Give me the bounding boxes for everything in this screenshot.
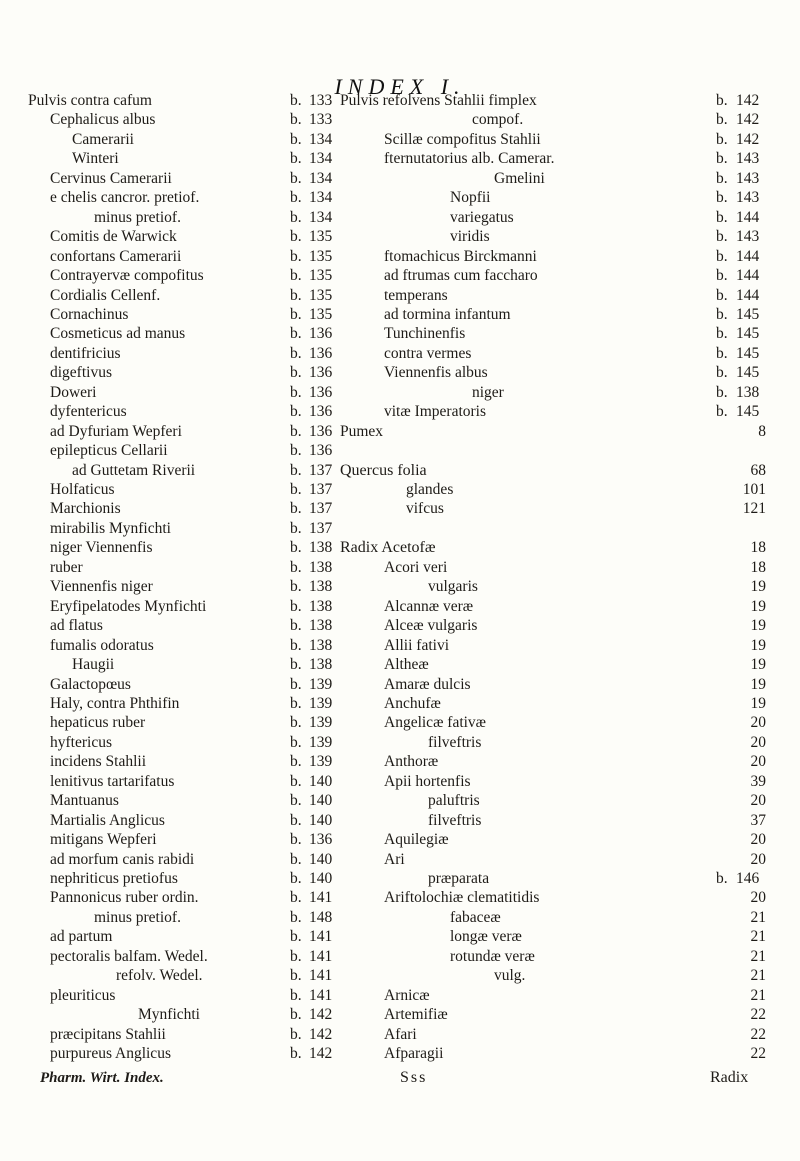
entry-page-number: 68: [750, 461, 766, 479]
entry-term: Ariftolochiæ clematitidis: [384, 889, 540, 907]
entry-column-marker: b.: [290, 1025, 302, 1043]
entry-column-marker: b.: [290, 753, 302, 771]
entry-term: Gmelini: [494, 169, 545, 187]
entry-page-number: 137: [309, 519, 333, 537]
entry-term: Amaræ dulcis: [384, 675, 471, 693]
entry-page-number: 139: [309, 675, 333, 693]
entry-page-number: 21: [750, 928, 766, 946]
entry-column-marker: b.: [290, 1045, 302, 1063]
entry-term: præcipitans Stahlii: [50, 1025, 166, 1043]
entry-column-marker: b.: [290, 908, 302, 926]
entry-column-marker: b.: [290, 714, 302, 732]
entry-page-number: 19: [750, 597, 766, 615]
entry-column-marker: b.: [716, 189, 728, 207]
entry-page-number: 136: [309, 422, 333, 440]
entry-column-marker: b.: [290, 189, 302, 207]
entry-term: Viennenfis niger: [50, 578, 153, 596]
entry-page-number: 140: [309, 850, 333, 868]
signature-mark: Sss: [400, 1069, 428, 1086]
entry-term: Artemifiæ: [384, 1006, 448, 1024]
entry-page-number: 21: [750, 908, 766, 926]
entry-page-number: 19: [750, 656, 766, 674]
entry-page-number: 143: [736, 228, 760, 246]
entry-page-number: 142: [309, 1025, 333, 1043]
entry-column-marker: b.: [716, 267, 728, 285]
entry-term: Haugii: [72, 656, 115, 674]
entry-page-number: 18: [750, 558, 766, 576]
entry-column-marker: b.: [290, 986, 302, 1004]
entry-page-number: 18: [750, 539, 766, 557]
entry-column-marker: b.: [716, 383, 728, 401]
entry-page-number: 144: [736, 286, 760, 304]
entry-column-marker: b.: [290, 228, 302, 246]
entry-page-number: 144: [736, 267, 760, 285]
entry-page-number: 139: [309, 753, 333, 771]
entry-term: lenitivus tartarifatus: [50, 772, 175, 790]
entry-column-marker: b.: [290, 461, 302, 479]
entry-page-number: 134: [309, 208, 333, 226]
entry-term: glandes: [406, 481, 454, 498]
entry-page-number: 141: [309, 947, 333, 965]
entry-column-marker: b.: [716, 228, 728, 246]
entry-page-number: 19: [750, 694, 766, 712]
entry-page-number: 135: [309, 247, 333, 265]
entry-term: ruber: [50, 558, 83, 576]
entry-column-marker: b.: [290, 928, 302, 946]
entry-term: Allii fativi: [384, 636, 450, 654]
entry-term: fternutatorius alb. Camerar.: [384, 150, 555, 168]
entry-page-number: 138: [309, 578, 333, 596]
entry-column-marker: b.: [716, 344, 728, 362]
entry-column-marker: b.: [290, 792, 302, 810]
entry-term: pectoralis balfam. Wedel.: [50, 947, 208, 965]
entry-term: nephriticus pretiofus: [50, 870, 178, 887]
entry-column-marker: b.: [290, 617, 302, 635]
entry-term: Pulvis refolvens Stahlii fimplex: [340, 92, 537, 109]
entry-term: refolv. Wedel.: [116, 967, 203, 985]
entry-page-number: 134: [309, 169, 333, 187]
entry-page-number: 137: [309, 481, 333, 498]
entry-term: mirabilis Mynfichti: [50, 519, 171, 537]
entry-term: Quercus folia: [340, 461, 427, 479]
entry-column-marker: b.: [290, 344, 302, 362]
entry-page-number: 141: [309, 889, 333, 907]
entry-term: minus pretiof.: [94, 208, 181, 226]
entry-column-marker: b.: [716, 364, 728, 382]
entry-page-number: 146: [736, 870, 760, 887]
entry-column-marker: b.: [290, 267, 302, 285]
entry-term: ad partum: [50, 928, 113, 946]
entry-page-number: 134: [309, 189, 333, 207]
entry-page-number: 136: [309, 383, 333, 401]
entry-page-number: 145: [736, 344, 760, 362]
entry-term: niger: [472, 383, 504, 401]
entry-page-number: 136: [309, 403, 333, 421]
entry-column-marker: b.: [290, 967, 302, 985]
entry-term: Tunchinenfis: [384, 325, 466, 343]
entry-term: Aquilegiæ: [384, 831, 449, 849]
entry-term: hepaticus ruber: [50, 714, 146, 732]
entry-page-number: 8: [758, 422, 766, 440]
entry-page-number: 138: [309, 597, 333, 615]
entry-page-number: 21: [750, 947, 766, 965]
index-entry: [0, 1043, 800, 1065]
catchword: Radix: [710, 1069, 749, 1086]
entry-column-marker: b.: [290, 481, 302, 498]
entry-term: Comitis de Warwick: [50, 228, 177, 246]
entry-column-marker: b.: [290, 403, 302, 421]
entry-page-number: 148: [309, 908, 333, 926]
entry-term: Viennenfis albus: [384, 364, 488, 382]
entry-column-marker: b.: [716, 325, 728, 343]
entry-column-marker: b.: [290, 1006, 302, 1024]
entry-page-number: 136: [309, 325, 333, 343]
entry-term: ad morfum canis rabidi: [50, 850, 195, 868]
entry-term: fumalis odoratus: [50, 636, 154, 654]
entry-page-number: 139: [309, 714, 333, 732]
entry-column-marker: b.: [290, 850, 302, 868]
entry-page-number: 136: [309, 442, 333, 460]
entry-term: Scillæ compofitus Stahlii: [384, 130, 541, 148]
entry-column-marker: b.: [716, 92, 728, 109]
entry-column-marker: b.: [716, 130, 728, 148]
page-header: INDEX I.: [334, 74, 466, 99]
entry-page-number: 22: [750, 1006, 766, 1024]
entry-column-marker: b.: [290, 694, 302, 712]
entry-page-number: 138: [309, 617, 333, 635]
entry-page-number: 20: [750, 889, 766, 907]
entry-term: Mantuanus: [50, 792, 119, 810]
entry-column-marker: b.: [290, 364, 302, 382]
entry-term: variegatus: [450, 208, 514, 226]
entry-column-marker: b.: [716, 403, 728, 421]
entry-term: Pumex: [340, 422, 384, 440]
entry-page-number: 139: [309, 694, 333, 712]
entry-page-number: 133: [309, 111, 333, 129]
entry-page-number: 138: [309, 636, 333, 654]
entry-column-marker: b.: [290, 286, 302, 304]
entry-term: præparata: [428, 870, 490, 887]
entry-term: Apii hortenfis: [384, 772, 471, 790]
entry-term: vifcus: [406, 500, 444, 518]
entry-term: Anchufæ: [384, 694, 441, 712]
entry-page-number: 20: [750, 831, 766, 849]
entry-page-number: 145: [736, 364, 760, 382]
entry-page-number: 21: [750, 967, 766, 985]
entry-column-marker: b.: [290, 889, 302, 907]
entry-column-marker: b.: [290, 578, 302, 596]
entry-term: Haly, contra Phthifin: [50, 694, 180, 712]
entry-page-number: 19: [750, 675, 766, 693]
entry-page-number: 134: [309, 150, 333, 168]
entry-page-number: 145: [736, 403, 760, 421]
entry-page-number: 136: [309, 364, 333, 382]
entry-term: Arnicæ: [384, 986, 430, 1004]
entry-page-number: 19: [750, 636, 766, 654]
entry-page-number: 101: [742, 481, 766, 498]
entry-term: Nopfii: [450, 189, 491, 207]
entry-column-marker: b.: [290, 811, 302, 829]
entry-term: Holfaticus: [50, 481, 115, 498]
entry-page-number: 141: [309, 928, 333, 946]
entry-column-marker: b.: [290, 539, 302, 557]
entry-column-marker: b.: [290, 870, 302, 887]
entry-column-marker: b.: [716, 286, 728, 304]
entry-column-marker: b.: [290, 169, 302, 187]
entry-term: Cornachinus: [50, 305, 129, 323]
entry-page-number: 143: [736, 189, 760, 207]
entry-term: Acori veri: [384, 558, 448, 576]
entry-column-marker: b.: [290, 130, 302, 148]
entry-column-marker: b.: [290, 500, 302, 518]
entry-term: dentifricius: [50, 344, 121, 362]
entry-column-marker: b.: [290, 597, 302, 615]
entry-page-number: 20: [750, 792, 766, 810]
entry-page-number: 138: [736, 383, 760, 401]
entry-term: Angelicæ fativæ: [384, 714, 487, 732]
entry-term: Cephalicus albus: [50, 111, 156, 129]
entry-term: Alcannæ veræ: [384, 597, 474, 615]
entry-column-marker: b.: [290, 519, 302, 537]
entry-term: Anthoræ: [384, 753, 439, 771]
entry-term: Altheæ: [384, 656, 429, 674]
entry-term: Winteri: [72, 150, 119, 168]
entry-column-marker: b.: [290, 208, 302, 226]
entry-column-marker: b.: [290, 325, 302, 343]
entry-column-marker: b.: [716, 305, 728, 323]
entry-page-number: 141: [309, 967, 333, 985]
entry-page-number: 141: [309, 986, 333, 1004]
entry-page-number: 19: [750, 578, 766, 596]
entry-column-marker: b.: [290, 422, 302, 440]
entry-term: ad ftrumas cum faccharo: [384, 267, 538, 285]
entry-term: ad Guttetam Riverii: [72, 461, 196, 479]
entry-term: Radix Acetofæ: [340, 539, 436, 557]
entry-page-number: 142: [309, 1045, 333, 1063]
entry-column-marker: b.: [290, 305, 302, 323]
entry-term: Cosmeticus ad manus: [50, 325, 186, 343]
entry-column-marker: b.: [290, 772, 302, 790]
entry-column-marker: b.: [716, 169, 728, 187]
entry-term: vitæ Imperatoris: [384, 403, 487, 421]
entry-term: dyfentericus: [50, 403, 127, 421]
entry-column-marker: b.: [290, 558, 302, 576]
entry-page-number: 133: [309, 92, 333, 109]
entry-page-number: 140: [309, 772, 333, 790]
entry-term: temperans: [384, 286, 448, 304]
entry-term: minus pretiof.: [94, 908, 181, 926]
entry-column-marker: b.: [716, 111, 728, 129]
entry-page-number: 140: [309, 811, 333, 829]
entry-term: longæ veræ: [450, 928, 522, 946]
entry-column-marker: b.: [716, 870, 728, 887]
entry-page-number: 134: [309, 130, 333, 148]
entry-page-number: 143: [736, 169, 760, 187]
entry-page-number: 19: [750, 617, 766, 635]
entry-term: Afparagii: [384, 1045, 444, 1063]
entry-column-marker: b.: [290, 111, 302, 129]
entry-term: Contrayervæ compofitus: [50, 267, 204, 285]
entry-term: Cervinus Camerarii: [50, 169, 172, 187]
entry-term: purpureus Anglicus: [50, 1045, 171, 1063]
entry-term: Mynfichti: [138, 1006, 200, 1024]
entry-page-number: 145: [736, 325, 760, 343]
entry-page-number: 144: [736, 247, 760, 265]
entry-term: Marchionis: [50, 500, 121, 518]
entry-term: Doweri: [50, 383, 97, 401]
entry-column-marker: b.: [716, 208, 728, 226]
entry-term: digeftivus: [50, 364, 112, 382]
entry-page-number: 21: [750, 986, 766, 1004]
entry-term: mitigans Wepferi: [50, 831, 157, 849]
entry-page-number: 22: [750, 1025, 766, 1043]
entry-term: e chelis cancror. pretiof.: [50, 189, 200, 207]
entry-term: incidens Stahlii: [50, 753, 147, 771]
entry-page-number: 144: [736, 208, 760, 226]
entry-term: rotundæ veræ: [450, 947, 535, 965]
entry-column-marker: b.: [716, 247, 728, 265]
entry-page-number: 138: [309, 558, 333, 576]
entry-page-number: 136: [309, 344, 333, 362]
entry-page-number: 137: [309, 461, 333, 479]
entry-term: niger Viennenfis: [50, 539, 153, 557]
entry-term: ad Dyfuriam Wepferi: [50, 422, 182, 440]
entry-page-number: 142: [736, 130, 760, 148]
entry-column-marker: b.: [290, 442, 302, 460]
entry-term: paluftris: [428, 792, 480, 810]
entry-page-number: 137: [309, 500, 333, 518]
entry-term: pleuriticus: [50, 986, 116, 1004]
entry-page-number: 140: [309, 870, 333, 887]
entry-column-marker: b.: [290, 947, 302, 965]
entry-page-number: 142: [736, 111, 760, 129]
entry-page-number: 140: [309, 792, 333, 810]
entry-page-number: 20: [750, 753, 766, 771]
entry-term: ftomachicus Birckmanni: [384, 247, 537, 265]
entry-column-marker: b.: [290, 636, 302, 654]
entry-term: contra vermes: [384, 344, 472, 362]
entry-page-number: 143: [736, 150, 760, 168]
entry-term: Pulvis contra cafum: [28, 92, 152, 109]
entry-page-number: 139: [309, 733, 333, 751]
entry-page-number: 135: [309, 228, 333, 246]
entry-page-number: 136: [309, 831, 333, 849]
entry-term: Afari: [384, 1025, 417, 1043]
entry-column-marker: b.: [290, 247, 302, 265]
entry-term: Camerarii: [72, 130, 134, 148]
entry-column-marker: b.: [290, 675, 302, 693]
entry-page-number: 138: [309, 539, 333, 557]
entry-term: Eryfipelatodes Mynfichti: [50, 597, 207, 615]
entry-term: vulg.: [494, 967, 526, 985]
entry-page-number: 135: [309, 286, 333, 304]
entry-page-number: 135: [309, 305, 333, 323]
entry-page-number: 138: [309, 656, 333, 674]
entry-column-marker: b.: [290, 92, 302, 109]
entry-term: Galactopœus: [50, 675, 131, 693]
entry-term: filveftris: [428, 811, 482, 829]
entry-page-number: 142: [736, 92, 760, 109]
entry-page-number: 145: [736, 305, 760, 323]
entry-term: Martialis Anglicus: [50, 811, 165, 829]
entry-term: ad tormina infantum: [384, 305, 511, 323]
entry-column-marker: b.: [290, 150, 302, 168]
entry-page-number: 121: [742, 500, 766, 518]
entry-page-number: 37: [750, 811, 766, 829]
entry-term: Ari: [384, 850, 405, 868]
entry-page-number: 39: [750, 772, 766, 790]
entry-term: compof.: [472, 111, 524, 129]
footer-title: Pharm. Wirt. Index.: [40, 1070, 164, 1086]
entry-term: confortans Camerarii: [50, 247, 182, 265]
entry-term: filveftris: [428, 733, 482, 751]
entry-column-marker: b.: [290, 733, 302, 751]
entry-term: vulgaris: [428, 578, 478, 596]
entry-term: viridis: [450, 228, 490, 246]
entry-term: epilepticus Cellarii: [50, 442, 168, 460]
entry-page-number: 142: [309, 1006, 333, 1024]
entry-term: Alceæ vulgaris: [384, 617, 478, 635]
entry-term: Cordialis Cellenf.: [50, 286, 161, 304]
entry-page-number: 20: [750, 714, 766, 732]
entry-term: ad flatus: [50, 617, 103, 635]
entry-page-number: 20: [750, 850, 766, 868]
entry-column-marker: b.: [290, 831, 302, 849]
entry-page-number: 20: [750, 733, 766, 751]
entry-term: hyftericus: [50, 733, 112, 751]
entry-column-marker: b.: [716, 150, 728, 168]
entry-term: Pannonicus ruber ordin.: [50, 889, 199, 907]
entry-page-number: 135: [309, 267, 333, 285]
entry-column-marker: b.: [290, 656, 302, 674]
entry-column-marker: b.: [290, 383, 302, 401]
entry-term: fabaceæ: [450, 908, 501, 926]
entry-page-number: 22: [750, 1045, 766, 1063]
